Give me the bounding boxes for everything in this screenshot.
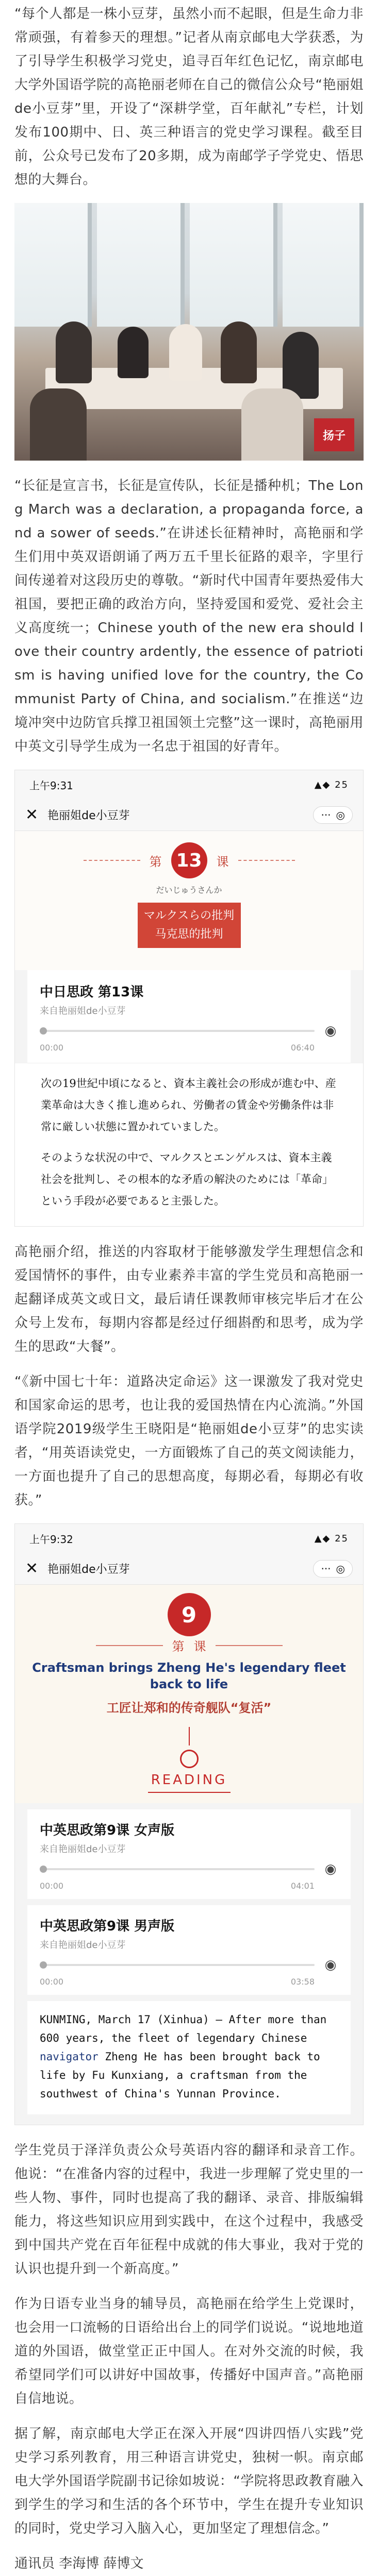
episode-suffix: 课 <box>216 854 229 869</box>
credit-reporters: 通讯员 李海博 薛博文 <box>14 2556 144 2571</box>
paragraph-japanese-class: 作为日语专业当身的辅导员，高艳丽在给学生上党课时，也会用一口流畅的日语给出台上的同学们说说。“说地地道道的外国语，做堂堂正正中国人。在对外交流的时候，我希望同学们可以讲好中国故事，传播好中国声音。”高艳丽自信地说。 <box>14 2296 364 2406</box>
audio-time-end: 06:40 <box>290 1043 315 1053</box>
japanese-paragraph-1: 次の19世紀中頃になると、資本主義社会の形成が進む中、産業革命は大きく推し進められ、労働者の賃金や労働条件は非常に厳しい状態に置かれていました。 <box>41 1077 336 1133</box>
audio-time-start: 00:00 <box>40 1881 64 1891</box>
episode-number: 9 <box>168 1593 211 1636</box>
reading-label: READING <box>151 1772 227 1788</box>
more-icon[interactable]: ··· <box>321 1562 331 1575</box>
more-icon[interactable]: ··· <box>321 808 331 821</box>
audio-source: 来自艳丽姐de小豆芽 <box>40 1940 126 1951</box>
status-bar <box>15 1524 363 1553</box>
audio-time-end: 03:58 <box>290 1977 315 1987</box>
close-icon[interactable]: ✕ <box>25 1560 39 1578</box>
audio-progress-bar[interactable] <box>40 1868 315 1870</box>
audio-title: 中英思政第9课 男声版 <box>40 1919 175 1934</box>
mini-program-capsule[interactable] <box>313 1560 353 1578</box>
audio-progress-bar[interactable] <box>40 1964 315 1966</box>
episode-suffix: 课 <box>193 1639 206 1654</box>
audio-source: 来自艳丽姐de小豆芽 <box>40 1844 126 1855</box>
subtitle-cn: 马克思的批判 <box>155 928 223 941</box>
english-lesson-text <box>27 2001 351 2114</box>
english-text-highlight: navigator <box>40 2050 98 2063</box>
mini-program-capsule[interactable] <box>313 806 353 824</box>
paragraph-school-education: 据了解，南京邮电大学正在深入开展“四讲四悟八实践”党史学习系列教育，用三种语言讲党史，独树一帜。南京邮电大学外国语学院副书记徐如坡说：“学院将思政教育融入到学生的学习和生活的各个环节中，学生在提升专业知识的同时，党史学习入脑入心，更加坚定了理想信念。” <box>14 2426 364 2536</box>
english-text-part-1: KUNMING, March 17 (Xinhua) — After more than 600 years, the fleet of legendary Chinese <box>40 2013 327 2044</box>
play-audio-icon[interactable]: ◉ <box>324 1957 337 1973</box>
paragraph-translator: 学生党员于泽洋负责公众号英语内容的翻译和录音工作。他说：“在准备内容的过程中，我进一步理解了党史里的一些人物、事件，同时也提高了我的翻译、录音、排版编辑能力，将这些知识应用到实践中，在这个过程中，我感受到中国共产党在百年征程中成就的伟大事业，我对于党的认识也提升到一个新高度。” <box>14 2143 364 2277</box>
subtitle-box <box>138 903 241 948</box>
audio-player-male[interactable] <box>27 1905 351 1995</box>
signal-icon: ▲◆ 25 <box>314 1533 349 1544</box>
reading-marker <box>15 1727 363 1793</box>
audio-time-start: 00:00 <box>40 1043 64 1053</box>
yangzi-watermark: 扬子 <box>314 418 354 451</box>
status-time: 上午9:32 <box>29 1533 73 1546</box>
play-audio-icon[interactable]: ◉ <box>324 1861 337 1877</box>
episode-ruby: だいじゅうさんか <box>156 885 222 895</box>
audio-source: 来自艳丽姐de小豆芽 <box>40 1006 126 1016</box>
audio-title: 中英思政第9课 女声版 <box>40 1823 175 1838</box>
paragraph-intro: “每个人都是一株小豆芽，虽然小而不起眼，但是生命力非常顽强，有着参天的理想。”记者从南京邮电大学获悉，为了引导学生积极学习党史，追寻百年红色记忆，南京邮电大学外国语学院的高艳丽老师在自己的微信公众号“艳丽姐de小豆芽”里，开设了“深耕学堂，百年献礼”专栏，计划发布100期中、日、英三种语言的党史学习课程。截至目前，公众号已发布了20多期，成为南邮学子学党史、悟思想的大舞台。 <box>14 6 364 188</box>
paragraph-content-source: 高艳丽介绍，推送的内容取材于能够激发学生理想信念和爱国情怀的事件，由专业素养丰富的学生党员和高艳丽一起翻译成英文或日文，最后请任课教师审核完毕后才在公众号上发布，每期内容都是经过仔细斟酌和思考，成为学生的思政“大餐”。 <box>14 1244 364 1354</box>
target-icon[interactable]: ◎ <box>336 1562 345 1575</box>
paragraph-long-march: “长征是宣言书，长征是宣传队，长征是播种机；The Long March was a declaration, a propaganda force, and a sower of seeds.”在讲述长征精神时，高艳丽和学生们用中英双语朗诵了两万五千里长征路的艰辛，字里行间传递着对这段历史的尊敬。“新时代中国青年要热爱伟大祖国，要把正确的政治方向，坚持爱国和爱党、爱社会主义高度统一；Chinese youth of the new era should love their country ardently, the essence of patriotism is having unified love for the country, the Communist Party of China, and socialism.”在推送“边境冲突中边防官兵撑卫祖国领土完整”这一课时，高艳丽用中英文引导学生成为一名忠于祖国的好青年。 <box>14 478 364 754</box>
audio-progress-bar[interactable] <box>40 1030 315 1032</box>
audio-time-end: 04:01 <box>290 1881 315 1891</box>
account-title: 艳丽姐de小豆芽 <box>47 809 130 822</box>
audio-title: 中日思政 第13课 <box>40 985 144 1000</box>
japanese-paragraph-2: そのような状況の中で、マルクスとエンゲルスは、資本主義社会を批判し、その根本的な矛盾の解決のためには「革命」という手段が必要であると主張した。 <box>41 1151 333 1207</box>
credits <box>14 2552 364 2576</box>
app-bar <box>15 799 363 831</box>
subtitle-jp: マルクスらの批判 <box>143 909 235 922</box>
lesson-banner <box>15 831 363 970</box>
episode-prefix: 第 <box>149 854 162 869</box>
account-title: 艳丽姐de小豆芽 <box>47 1563 130 1576</box>
status-time: 上午9:31 <box>29 779 73 792</box>
episode-number: 13 <box>171 842 207 878</box>
japanese-lesson-text <box>15 1063 363 1226</box>
reading-circle-icon <box>180 1750 199 1768</box>
target-icon[interactable]: ◎ <box>336 808 345 821</box>
paragraph-student-quote: “《新中国七十年：道路决定命运》这一课激发了我对党史和国家命运的思考，也让我的爱国热情在内心流淌。”外国语学院2019级学生王晓阳是“艳丽姐de小豆芽”的忠实读者，“用英语读党史，一方面锻炼了自己的英文阅读能力，一方面也提升了自己的思想高度，每期必看，每期必有收获。” <box>14 1374 364 1508</box>
phone-screenshot-japanese <box>14 770 364 1227</box>
audio-player-female[interactable] <box>27 1809 351 1899</box>
play-audio-icon[interactable]: ◉ <box>324 1023 337 1039</box>
close-icon[interactable]: ✕ <box>25 806 39 824</box>
audio-time-start: 00:00 <box>40 1977 64 1987</box>
english-headline: Craftsman brings Zheng He's legendary fleet back to life <box>32 1660 346 1691</box>
chinese-headline: 工匠让郑和的传奇舰队“复活” <box>106 1701 272 1715</box>
lesson-banner <box>15 1585 363 1803</box>
episode-prefix: 第 <box>172 1639 185 1654</box>
meeting-photo <box>14 203 364 461</box>
signal-icon: ▲◆ 25 <box>314 779 349 790</box>
phone-screenshot-english <box>14 1523 364 2125</box>
status-bar <box>15 770 363 799</box>
audio-player[interactable] <box>27 970 351 1063</box>
english-text-part-2: Zheng He has been brought back to life by Fu Kunxiang, a craftsman from the southwest of China's Yunnan Province. <box>40 2050 320 2100</box>
app-bar <box>15 1553 363 1585</box>
